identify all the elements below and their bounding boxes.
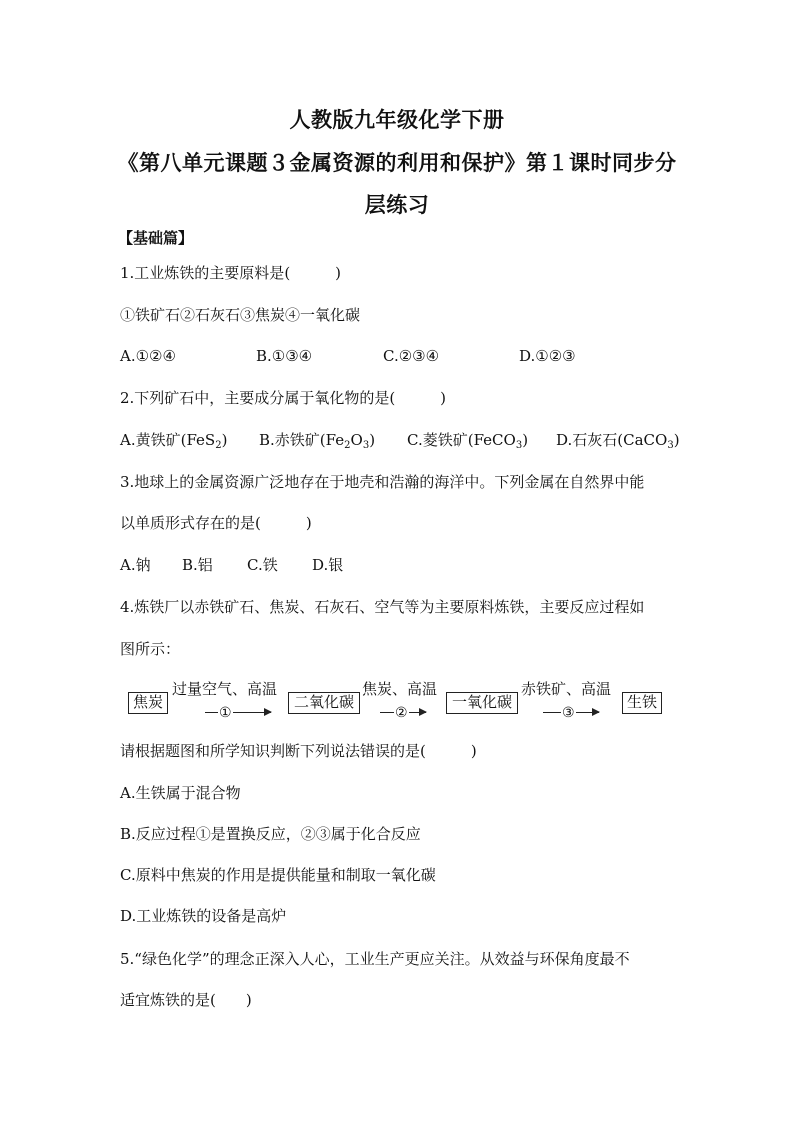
question-3-option-a: A.钠: [120, 556, 151, 574]
question-2-option-c: C.菱铁矿(FeCO$_3$): [407, 431, 529, 451]
question-2-stem: 2.下列矿石中，主要成分属于氧化物的是( ): [120, 389, 447, 407]
question-3-stem-line-2: 以单质形式存在的是( ): [120, 514, 312, 532]
flow-condition-2: 焦炭、高温: [362, 680, 438, 698]
question-2-option-a: A.黄铁矿(FeS$_2$): [120, 431, 228, 451]
question-1-option-c: C.②③④: [383, 347, 440, 365]
question-3-stem-line-1: 3.地球上的金属资源广泛地存在于地壳和浩瀚的海洋中。下列金属在自然界中能: [120, 473, 645, 491]
page-title-line-3: 层练习: [364, 193, 430, 217]
question-4-option-a: A.生铁属于混合物: [120, 784, 241, 802]
question-2-option-b: B.赤铁矿$(Fe_2O_3)$: [259, 431, 376, 451]
question-5-stem-line-2: 适宜炼铁的是( ): [120, 991, 252, 1009]
question-1-option-d: D.①②③: [519, 347, 576, 365]
flow-step-1: ①: [219, 705, 232, 721]
question-4-option-c: C.原料中焦炭的作用是提供能量和制取一氧化碳: [120, 866, 436, 884]
question-3-option-b: B.铝: [182, 556, 213, 574]
question-4-prompt: 请根据题图和所学知识判断下列说法错误的是( ): [120, 742, 477, 760]
page-title-line-2: 《第八单元课题３金属资源的利用和保护》第１课时同步分: [117, 151, 677, 175]
section-label: 【基础篇】: [118, 229, 194, 247]
flow-condition-3: 赤铁矿、高温: [521, 680, 612, 698]
flow-node-pig-iron: 生铁: [622, 692, 662, 714]
question-1-stem: 1.工业炼铁的主要原料是( ): [120, 264, 342, 282]
flow-condition-1: 过量空气、高温: [172, 680, 278, 698]
question-3-option-c: C.铁: [247, 556, 278, 574]
flow-step-3: ③: [562, 705, 575, 721]
page-title-line-1: 人教版九年级化学下册: [289, 108, 505, 132]
flow-step-2: ②: [395, 705, 408, 721]
flow-node-carbon-dioxide: 二氧化碳: [288, 692, 360, 714]
flow-arrow-1: [205, 712, 271, 713]
question-4-option-d: D.工业炼铁的设备是高炉: [120, 907, 287, 925]
question-1-option-a: A.①②④: [120, 347, 176, 365]
question-4-stem-line-2: 图所示：: [120, 640, 181, 658]
question-5-stem-line-1: 5.“绿色化学”的理念正深入人心，工业生产更应关注。从效益与环保角度最不: [120, 950, 630, 968]
question-1-option-b: B.①③④: [256, 347, 313, 365]
flow-node-carbon-monoxide: 一氧化碳: [446, 692, 518, 714]
flow-node-coke: 焦炭: [128, 692, 168, 714]
question-4-option-b: B.反应过程①是置换反应，②③属于化合反应: [120, 825, 421, 843]
question-2-option-d: D.石灰石(CaCO$_3$): [556, 431, 680, 451]
question-4-stem-line-1: 4.炼铁厂以赤铁矿石、焦炭、石灰石、空气等为主要原料炼铁，主要反应过程如: [120, 598, 645, 616]
question-3-option-d: D.银: [312, 556, 344, 574]
question-1-items: ①铁矿石②石灰石③焦炭④一氧化碳: [120, 306, 361, 324]
